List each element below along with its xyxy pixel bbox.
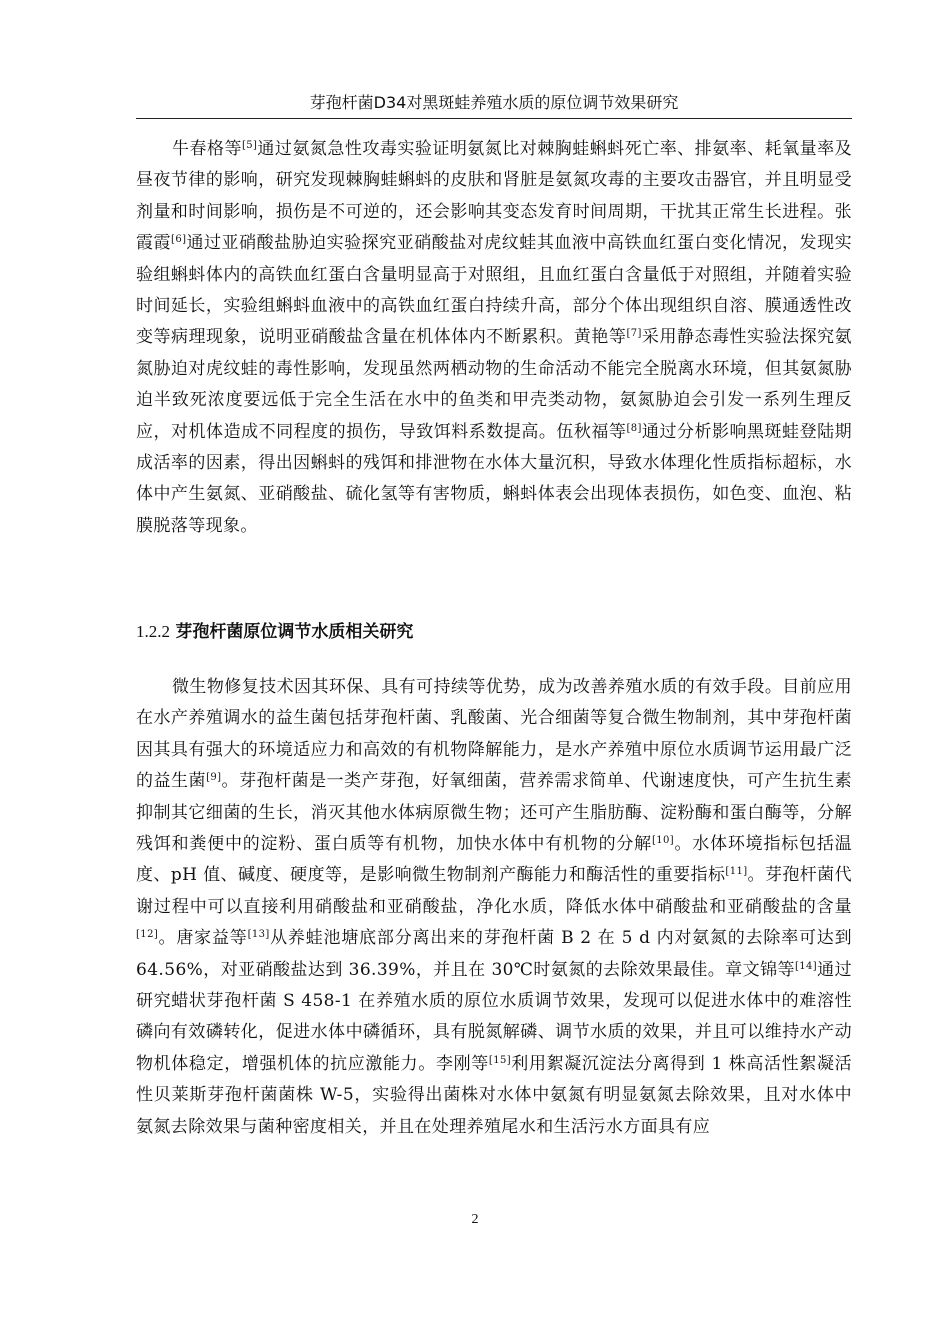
header-divider bbox=[136, 118, 852, 119]
body-paragraph-1 bbox=[136, 134, 852, 542]
citation-ref: [12] bbox=[136, 929, 159, 941]
text-run: 。唐家益等 bbox=[158, 928, 248, 949]
text-run: 利用絮凝沉淀法分离得到 1 株高活性絮凝活性贝莱斯芽孢杆菌菌株 W-5，实验得出菌株对水体中氨氮有明显氨氮去除效果，且对水体中氨氮去除效果与菌种密度相关，并且在处理养殖尾水和生活污水方面具有应 bbox=[136, 1053, 852, 1137]
body-paragraph-2 bbox=[136, 672, 852, 1143]
citation-ref: [14] bbox=[794, 960, 818, 972]
text-run: 通过氨氮急性攻毒实验证明氨氮比对棘胸蛙蝌蚪死亡率、排氨率、耗氧量率及昼夜节律的影响，研究发现棘胸蛙蝌蚪的皮肤和肾脏是氨氮攻毒的主要攻击器官，并且明显受剂量和时间影响，损伤是不可逆的，还会影响其变态发育时间周期，干扰其正常生长进程。张霞霞 bbox=[136, 139, 852, 254]
running-header: 芽孢杆菌D34对黑斑蛙养殖水质的原位调节效果研究 bbox=[309, 93, 679, 112]
citation-ref: [11] bbox=[725, 866, 748, 878]
citation-ref: [6] bbox=[171, 234, 187, 246]
citation-ref: [9] bbox=[206, 772, 222, 784]
text-run: 采用静态毒性实验法探究氨氮胁迫对虎纹蛙的毒性影响，发现虽然两栖动物的生命活动不能完全脱离水环境，但其氨氮胁迫半致死浓度要远低于完全生活在水中的鱼类和甲壳类动物，氨氮胁迫会引发一系列生理反应，对机体造成不同程度的损伤，导致饵料系数提高。伍秋福等 bbox=[136, 327, 852, 442]
text-run: 。芽孢杆菌代谢过程中可以直接利用硝酸盐和亚硝酸盐，净化水质，降低水体中硝酸盐和亚硝酸盐的含量 bbox=[136, 865, 852, 917]
text-run: 通过研究蜡状芽孢杆菌 S 458-1 在养殖水质的原位水质调节效果，发现可以促进水体中的难溶性磷向有效磷转化，促进水体中磷循环，具有脱氮解磷、调节水质的效果，并且可以维持水产动物机体稳定，增强机体的抗应激能力。李刚等 bbox=[136, 959, 852, 1074]
text-run: 牛春格等 bbox=[172, 139, 242, 159]
section-title: 芽孢杆菌原位调节水质相关研究 bbox=[175, 622, 414, 642]
citation-ref: [13] bbox=[247, 929, 270, 941]
citation-ref: [15] bbox=[488, 1054, 512, 1066]
citation-ref: [10] bbox=[651, 835, 675, 847]
text-run: 从养蛙池塘底部分离出来的芽孢杆菌 B 2 在 5 d 内对氨氮的去除率可达到 64.56%，对亚硝酸盐达到 36.39%，并且在 30℃时氨氮的去除效果最佳。章文锦等 bbox=[136, 928, 852, 980]
text-run: 通过分析影响黑斑蛙登陆期成活率的因素，得出因蝌蚪的残饵和排泄物在水体大量沉积，导致水体理化性质指标超标，水体中产生氨氮、亚硝酸盐、硫化氢等有害物质，蝌蚪体表会出现体表损伤，如色变、血泡、粘膜脱落等现象。 bbox=[136, 421, 852, 536]
text-run: 微生物修复技术因其环保、具有可持续等优势，成为改善养殖水质的有效手段。目前应用在水产养殖调水的益生菌包括芽孢杆菌、乳酸菌、光合细菌等复合微生物制剂，其中芽孢杆菌因其具有强大的环境适应力和高效的有机物降解能力，是水产养殖中原位水质调节运用最广泛的益生菌 bbox=[136, 677, 852, 792]
section-heading bbox=[136, 620, 413, 644]
text-run: 通过亚硝酸盐胁迫实验探究亚硝酸盐对虎纹蛙其血液中高铁血红蛋白变化情况，发现实验组蝌蚪体内的高铁血红蛋白含量明显高于对照组，且血红蛋白含量低于对照组，并随着实验时间延长，实验组蝌蚪血液中的高铁血红蛋白持续升高，部分个体出现组织自溶、膜通透性改变等病理现象，说明亚硝酸盐含量在机体体内不断累积。黄艳等 bbox=[136, 233, 852, 348]
section-number: 1.2.2 bbox=[136, 622, 170, 641]
citation-ref: [7] bbox=[626, 328, 642, 340]
citation-ref: [8] bbox=[626, 422, 642, 434]
text-run: 。水体环境指标包括温度、pH 值、碱度、硬度等，是影响微生物制剂产酶能力和酶活性的重要指标 bbox=[136, 834, 853, 886]
citation-ref: [5] bbox=[241, 140, 258, 151]
page-number: 2 bbox=[471, 1212, 479, 1227]
text-run: 。芽孢杆菌是一类产芽孢，好氧细菌，营养需求简单、代谢速度快，可产生抗生素抑制其它细菌的生长，消灭其他水体病原微生物；还可产生脂肪酶、淀粉酶和蛋白酶等，分解残饵和粪便中的淀粉、蛋白质等有机物，加快水体中有机物的分解 bbox=[136, 771, 852, 855]
